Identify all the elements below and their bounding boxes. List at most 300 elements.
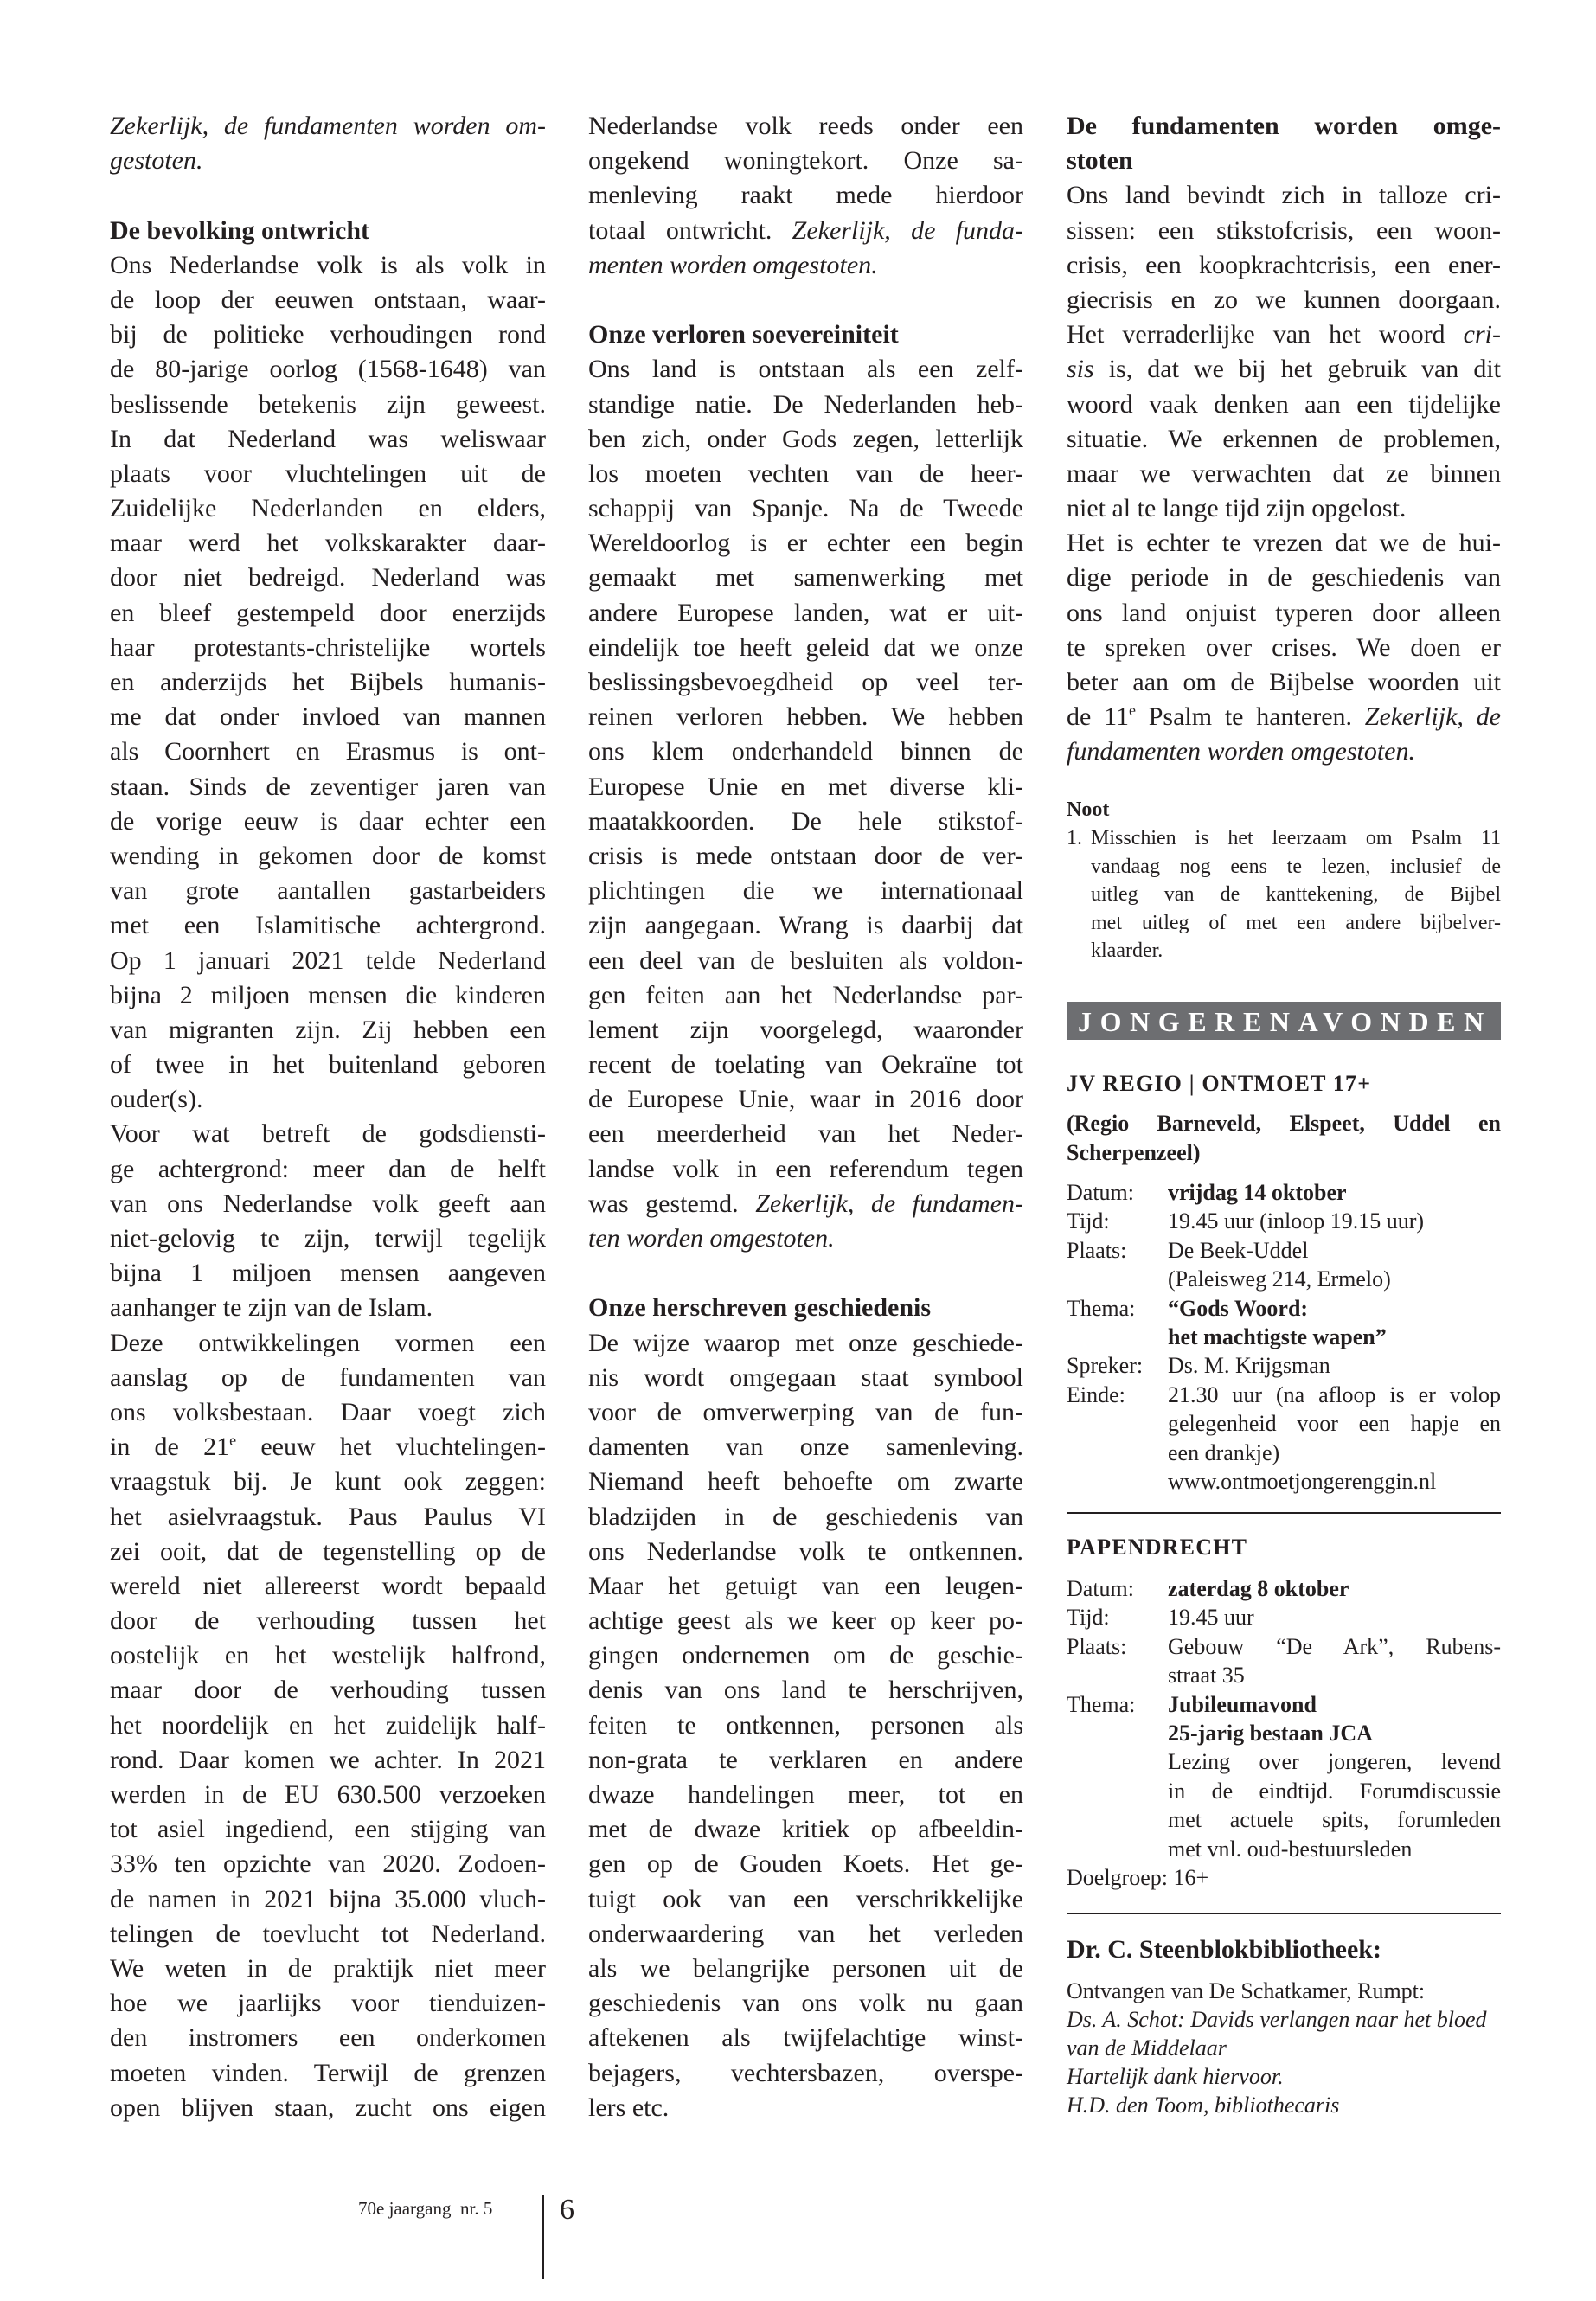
text-line <box>1067 457 1501 491</box>
text: eeuw het vluchtelingen- <box>236 1433 546 1462</box>
detail-value-line <box>1168 1265 1501 1293</box>
text: sissen: een stikstofcrisis, een woon- <box>1067 215 1501 245</box>
text: beter aan om de Bijbelse woorden uit <box>1067 668 1501 696</box>
detail-value-line <box>1168 1805 1501 1834</box>
text-line <box>588 1117 1023 1151</box>
text: straat 35 <box>1168 1663 1245 1689</box>
section-heading <box>588 1291 1023 1325</box>
text: ons Nederlandse volk te ontkennen. <box>588 1536 1023 1566</box>
detail-value-line <box>1168 1747 1501 1776</box>
text: Wereldoorlog is er echter een begin <box>588 529 1023 558</box>
text-line <box>588 109 1023 144</box>
text: een drankje) <box>1168 1439 1280 1465</box>
text: bladzijden in de geschiedenis van <box>588 1502 1023 1531</box>
text: (Regio Barneveld, Elspeet, Uddel en <box>1067 1111 1501 1136</box>
text-line <box>588 388 1023 422</box>
text: van migranten zijn. Zij hebben een <box>110 1015 546 1044</box>
event-papendrecht <box>1067 1533 1501 1892</box>
divider <box>1067 1913 1501 1914</box>
detail-value <box>1168 1351 1501 1380</box>
event-detail-row <box>1067 1236 1501 1294</box>
text-line <box>110 1569 546 1604</box>
italic-text: gestoten. <box>110 146 203 176</box>
text-line <box>110 1221 546 1256</box>
text: van ons Nederlandse volk geeft aan <box>110 1189 546 1218</box>
text-line <box>110 1743 546 1778</box>
text: zijn aangegaan. Wrang is daarbij dat <box>588 911 1023 940</box>
text-line <box>110 1882 546 1917</box>
blank-line <box>110 178 546 213</box>
text-line <box>110 1082 546 1117</box>
text-line <box>110 944 546 978</box>
text: Ons Nederlandse volk is als volk in <box>110 250 546 279</box>
text: We weten in de praktijk niet meer <box>110 1953 546 1983</box>
text-line <box>588 422 1023 457</box>
detail-value-line <box>1168 1603 1501 1631</box>
text-line <box>588 1326 1023 1361</box>
event-region-line <box>1067 1138 1501 1168</box>
text: en bleef gestempeld door enerzijds <box>110 598 546 627</box>
text-line <box>110 1500 546 1535</box>
text: niet-gelovig te zijn, terwijl tegelijk <box>110 1224 546 1253</box>
detail-value <box>1168 1236 1501 1294</box>
text-line <box>588 526 1023 561</box>
text-line <box>1067 596 1501 631</box>
text: Gebouw “De Ark”, Rubens- <box>1168 1633 1501 1659</box>
text: Niemand heeft behoefte om zwarte <box>588 1467 1023 1497</box>
text-line <box>588 874 1023 908</box>
text-line <box>110 1291 546 1325</box>
text-line <box>1067 422 1501 457</box>
text-line <box>588 700 1023 734</box>
text: Misschien is het leerzaam om Psalm 11 <box>1091 827 1501 849</box>
text: als Coornhert en Erasmus is ont- <box>110 737 546 766</box>
library-notice <box>1067 1932 1501 2119</box>
text-line <box>1067 388 1501 422</box>
detail-value-line <box>1168 1323 1501 1351</box>
text: gelegenheid voor een hapje en <box>1168 1411 1501 1437</box>
text-line <box>1067 214 1501 248</box>
section-heading <box>588 317 1023 352</box>
detail-label: Plaats: <box>1067 1237 1127 1263</box>
text-line <box>1067 665 1501 700</box>
text: Voor wat betreft de godsdiensti- <box>110 1119 546 1149</box>
text: de 11 <box>1067 702 1129 732</box>
target-group: Doelgroep: 16+ <box>1067 1864 1209 1890</box>
text: zei ooit, dat de tegenstelling op de <box>110 1536 546 1566</box>
text-line <box>110 526 546 561</box>
text: plichtingen die we internationaal <box>588 876 1023 906</box>
text-line <box>110 1361 546 1395</box>
detail-value-line <box>1168 1719 1501 1747</box>
detail-value <box>1168 1294 1501 1352</box>
text-line <box>1067 561 1501 595</box>
text-line <box>110 561 546 595</box>
text: landse volk in een referendum tegen <box>588 1154 1023 1183</box>
event-detail-row <box>1067 1207 1501 1235</box>
text-line <box>588 1917 1023 1952</box>
text: plaats voor vluchtelingen uit de <box>110 458 546 488</box>
text: gen feiten aan het Nederlandse par- <box>588 980 1023 1009</box>
text: dwaze handelingen meer, tot en <box>588 1780 1023 1809</box>
text: maar werd het volkskarakter daar- <box>110 529 546 558</box>
text: De wijze waarop met onze geschiede- <box>588 1328 1023 1357</box>
text: Deze ontwikkelingen vormen een <box>110 1328 546 1357</box>
italic-text: Zekerlijk, de fundamen- <box>755 1189 1023 1218</box>
text: ge achtergrond: meer dan de helft <box>110 1154 546 1183</box>
text: vandaag nog eens te lezen, inclusief de <box>1091 855 1501 878</box>
text: werden in de EU 630.500 verzoeken <box>110 1780 546 1809</box>
italic-text: menten worden omgestoten. <box>588 250 878 279</box>
detail-value-line <box>1168 1835 1501 1863</box>
text-line <box>110 1048 546 1082</box>
text: in de 21 <box>110 1433 230 1462</box>
text: ons land onjuist typeren door alleen <box>1067 598 1501 627</box>
text-line <box>110 2056 546 2091</box>
text: Het is echter te vrezen dat we de hui- <box>1067 529 1501 558</box>
text-line <box>588 1048 1023 1082</box>
text: staan. Sinds de zeventiger jaren van <box>110 772 546 801</box>
text: recent de toelating van Oekraïne tot <box>588 1050 1023 1080</box>
text-line <box>588 1395 1023 1430</box>
text: wending in gekomen door de komst <box>110 841 546 870</box>
text: geschiedenis van ons volk nu gaan <box>588 1989 1023 2018</box>
text: voor de omverwerping van de fun- <box>588 1397 1023 1426</box>
text-line <box>1067 631 1501 665</box>
text: was gestemd. <box>588 1189 756 1218</box>
text: lement zijn voorgelegd, waaronder <box>588 1015 1023 1044</box>
text-line <box>588 1638 1023 1673</box>
text-line <box>588 665 1023 700</box>
bold-text: 25-jarig bestaan JCA <box>1168 1720 1373 1746</box>
library-line <box>1067 2005 1501 2034</box>
text-line <box>1067 283 1501 317</box>
text: het asielvraagstuk. Paus Paulus VI <box>110 1502 546 1531</box>
detail-label: Spreker: <box>1067 1353 1144 1379</box>
text-line <box>110 804 546 839</box>
footnote-section <box>1067 795 1501 965</box>
text-line <box>110 1673 546 1708</box>
text-line <box>110 109 546 144</box>
text-line <box>110 317 546 352</box>
text: een deel van de besluiten als voldon- <box>588 945 1023 975</box>
text-line <box>110 1013 546 1048</box>
text-line <box>588 631 1023 665</box>
text-line <box>110 1187 546 1221</box>
text: Ontvangen van De Schatkamer, Rumpt: <box>1067 1978 1426 2003</box>
superscript: e <box>1128 702 1136 720</box>
library-heading: Dr. C. Steenblokbibliotheek: <box>1067 1935 1381 1964</box>
text-line <box>588 2091 1023 2125</box>
text: woord vaak denken aan een tijdelijke <box>1067 389 1501 419</box>
detail-value-line <box>1168 1294 1501 1323</box>
text-line <box>110 1986 546 2021</box>
event-details <box>1067 1178 1501 1496</box>
text-line <box>110 596 546 631</box>
detail-value <box>1168 1381 1501 1497</box>
detail-value-line <box>1168 1467 1501 1496</box>
text-line <box>110 978 546 1013</box>
event-detail-row <box>1067 1294 1501 1352</box>
footnote-number: 1. <box>1067 827 1082 849</box>
bold-text: vrijdag 14 oktober <box>1168 1180 1347 1205</box>
text: te spreken over crises. We doen er <box>1067 632 1501 662</box>
text-line <box>110 1638 546 1673</box>
text-line <box>588 734 1023 769</box>
text-line <box>110 491 546 526</box>
text-line <box>588 1743 1023 1778</box>
text: bijna 2 miljoen mensen die kinderen <box>110 980 546 1009</box>
text-line <box>588 1847 1023 1881</box>
italic-text: fundamenten worden omgestoten. <box>1067 737 1415 766</box>
italic-text: Zekerlijk, de funda- <box>792 215 1023 245</box>
text-line <box>588 491 1023 526</box>
footnote-line <box>1091 937 1501 965</box>
text-line <box>110 144 546 178</box>
library-line <box>1067 2091 1501 2119</box>
text-line <box>110 1117 546 1151</box>
text: 21.30 uur (na afloop is er volop <box>1168 1381 1501 1407</box>
text-line <box>110 734 546 769</box>
text-line <box>588 978 1023 1013</box>
text: ons volksbestaan. Daar voegt zich <box>110 1397 546 1426</box>
text: ben zich, onder Gods zegen, letterlijk <box>588 424 1023 453</box>
text: en anderzijds het Bijbels humanis- <box>110 668 546 696</box>
text: in de eindtijd. Forumdiscussie <box>1168 1778 1501 1804</box>
text-line <box>588 1430 1023 1465</box>
bold-text: Jubileumavond <box>1168 1691 1317 1717</box>
text: Ons land bevindt zich in talloze cri- <box>1067 181 1501 210</box>
text: nis wordt omgegaan staat symbool <box>588 1362 1023 1392</box>
event-detail-row <box>1067 1178 1501 1207</box>
italic-text: Ds. A. Schot: Davids verlangen naar het bloed <box>1067 2007 1487 2032</box>
text-line <box>588 1013 1023 1048</box>
text: de vorige eeuw is daar echter een <box>110 806 546 836</box>
text: giecrisis en zo we kunnen doorgaan. <box>1067 285 1501 314</box>
text: vraagstuk bij. Je kunt ook zeggen: <box>110 1467 546 1497</box>
text: denis van ons land te herschrijven, <box>588 1676 1023 1705</box>
text: bejagers, vechtersbazen, overspe- <box>588 2058 1023 2087</box>
text-line <box>110 1778 546 1812</box>
text: (Paleisweg 214, Ermelo) <box>1168 1266 1391 1292</box>
text: van grote aantallen gastarbeiders <box>110 876 546 906</box>
text: moeten vinden. Terwijl de grenzen <box>110 2058 546 2087</box>
footnote-line <box>1091 853 1501 881</box>
text: los moeten vechten van de heer- <box>588 458 1023 488</box>
text: 19.45 uur (inloop 19.15 uur) <box>1168 1208 1425 1234</box>
text: gingen ondernemen om de geschie- <box>588 1641 1023 1670</box>
text: lers etc. <box>588 2093 670 2122</box>
text-line <box>588 944 1023 978</box>
text-line <box>1067 352 1501 387</box>
text: Lezing over jongeren, levend <box>1168 1749 1501 1775</box>
text: den instromers een onderkomen <box>110 2023 546 2053</box>
text: is, dat we bij het gebruik van dit <box>1093 355 1501 384</box>
text: klaarder. <box>1091 939 1163 963</box>
detail-label: Datum: <box>1067 1576 1134 1601</box>
superscript: e <box>229 1432 237 1450</box>
section-heading <box>110 214 546 248</box>
article-column-3 <box>1067 109 1501 770</box>
detail-value <box>1168 1603 1501 1631</box>
text: www.ontmoetjongerenggin.nl <box>1168 1468 1437 1494</box>
text-line <box>588 1882 1023 1917</box>
blank-line <box>588 283 1023 317</box>
detail-value-line <box>1168 1207 1501 1235</box>
text-line <box>110 248 546 283</box>
text: als we belangrijke personen uit de <box>588 1953 1023 1983</box>
text: of twee in het buitenland geboren <box>110 1050 546 1080</box>
text: Maar het getuigt van een leugen- <box>588 1571 1023 1600</box>
text-line <box>1067 178 1501 213</box>
text: de Europese Unie, waar in 2016 door <box>588 1085 1023 1114</box>
text: ons klem onderhandeld binnen de <box>588 737 1023 766</box>
bold-text: zaterdag 8 oktober <box>1168 1576 1349 1601</box>
text: situatie. We erkennen de problemen, <box>1067 424 1501 453</box>
detail-label: Einde: <box>1067 1381 1125 1407</box>
text: gen op de Gouden Koets. Het ge- <box>588 1849 1023 1879</box>
text-line <box>588 1569 1023 1604</box>
text: maatakkoorden. De hele stikstof- <box>588 806 1023 836</box>
event-detail-row <box>1067 1690 1501 1863</box>
text: hoe we jaarlijks voor tienduizen- <box>110 1989 546 2018</box>
text: andere Europese landen, wat er uit- <box>588 598 1023 627</box>
section-banner-jongerenavonden: JONGERENAVONDEN <box>1067 1002 1501 1040</box>
text-line <box>588 2056 1023 2091</box>
text-line <box>110 283 546 317</box>
detail-value <box>1168 1574 1501 1603</box>
detail-value <box>1168 1178 1501 1207</box>
text-line <box>588 352 1023 387</box>
text-line <box>110 2021 546 2055</box>
text: ouder(s). <box>110 1085 203 1114</box>
bold-text: Onze herschreven geschiedenis <box>588 1293 932 1323</box>
footnote-line <box>1091 824 1501 853</box>
text-line <box>588 1986 1023 2021</box>
text: feiten te ontkennen, personen als <box>588 1710 1023 1740</box>
text-line <box>588 1221 1023 1256</box>
text: met de dwaze kritiek op afbeeldin- <box>588 1815 1023 1844</box>
detail-value-line <box>1168 1574 1501 1603</box>
event-region <box>1067 1109 1501 1168</box>
footnote-item <box>1067 824 1501 965</box>
text: rond. Daar komen we achter. In 2021 <box>110 1745 546 1774</box>
text: aftekenen als twijfelachtige winst- <box>588 2023 1023 2053</box>
text: met uitleg of met een andere bijbelver- <box>1091 911 1501 934</box>
text-line <box>1067 526 1501 561</box>
text-line <box>110 631 546 665</box>
text: oostelijk en het westelijk halfrond, <box>110 1641 546 1670</box>
text-line <box>110 1430 546 1465</box>
text-line <box>588 457 1023 491</box>
journal-issue: 70e jaargang nr. 5 <box>358 2198 493 2219</box>
text: bijna 1 miljoen mensen aangeven <box>110 1259 546 1288</box>
text: niet al te lange tijd zijn opgelost. <box>1067 494 1407 523</box>
italic-text: cri- <box>1463 320 1501 349</box>
text-line <box>110 1535 546 1569</box>
text: Psalm te hanteren. <box>1135 702 1365 732</box>
footnote-line <box>1091 909 1501 938</box>
detail-value <box>1168 1207 1501 1235</box>
italic-text: ten worden omgestoten. <box>588 1224 835 1253</box>
text-line <box>588 144 1023 178</box>
bold-text: stoten <box>1067 146 1133 176</box>
detail-value-line <box>1168 1439 1501 1467</box>
text: ongekend woningtekort. Onze sa- <box>588 146 1023 176</box>
text: met een Islamitische achtergrond. <box>110 911 546 940</box>
detail-value-line <box>1168 1351 1501 1380</box>
bold-text: het machtigste wapen” <box>1168 1324 1387 1349</box>
detail-label: Thema: <box>1067 1691 1136 1717</box>
text-line <box>110 908 546 943</box>
detail-value <box>1168 1632 1501 1690</box>
text-line <box>110 1708 546 1743</box>
text-line <box>110 1256 546 1291</box>
text-line <box>588 1952 1023 1986</box>
library-line <box>1067 1977 1501 2005</box>
text-line <box>110 2091 546 2125</box>
text: Het verraderlijke van het woord <box>1067 320 1464 349</box>
text-line <box>1067 248 1501 283</box>
text: open blijven staan, zucht ons eigen <box>110 2093 546 2122</box>
text: reinen verloren hebben. We hebben <box>588 702 1023 732</box>
detail-label: Plaats: <box>1067 1633 1127 1659</box>
text: me dat onder invloed van mannen <box>110 702 546 732</box>
text: maar door de verhouding tussen <box>110 1676 546 1705</box>
bold-text: “Gods Woord: <box>1168 1295 1309 1321</box>
bold-text: De fundamenten worden omge- <box>1067 112 1501 140</box>
text-line <box>110 1812 546 1847</box>
text-line <box>588 908 1023 943</box>
event-title: PAPENDRECHT <box>1067 1535 1248 1560</box>
text: Op 1 januari 2021 telde Nederland <box>110 945 546 975</box>
text: de 80-jarige oorlog (1568-1648) van <box>110 355 546 384</box>
text-line <box>110 1152 546 1187</box>
library-line <box>1067 2034 1501 2062</box>
event-details <box>1067 1574 1501 1892</box>
text: standige natie. De Nederlanden heb- <box>588 389 1023 419</box>
library-text <box>1067 1977 1501 2119</box>
page-number: 6 <box>560 2194 574 2226</box>
text-line <box>110 1847 546 1881</box>
bold-text: De bevolking ontwricht <box>110 215 369 245</box>
text: met actuele spits, forumleden <box>1168 1807 1501 1833</box>
italic-text: van de Middelaar <box>1067 2035 1227 2061</box>
text: Ons land is ontstaan als een zelf- <box>588 355 1023 384</box>
detail-value-line <box>1168 1632 1501 1661</box>
text: Scherpenzeel) <box>1067 1140 1201 1165</box>
text: maar we verwachten dat ze binnen <box>1067 458 1501 488</box>
text: beslissingsbevoegdheid op veel ter- <box>588 668 1023 696</box>
blank-line <box>588 1256 1023 1291</box>
detail-value-line <box>1168 1178 1501 1207</box>
italic-text: Zekerlijk, de fundamenten worden om- <box>110 112 546 140</box>
text-line <box>588 248 1023 283</box>
text-line <box>588 1778 1023 1812</box>
text: het noordelijk en het zuidelijk half- <box>110 1710 546 1740</box>
text: damenten van onze samenleving. <box>588 1433 1023 1462</box>
detail-value-line <box>1168 1777 1501 1805</box>
text: In dat Nederland was weliswaar <box>110 424 546 453</box>
text: Europese Unie en met diverse kli- <box>588 772 1023 801</box>
text: crisis, een koopkrachtcrisis, een ener- <box>1067 250 1501 279</box>
text-line <box>588 1152 1023 1187</box>
text-line <box>588 1082 1023 1117</box>
event-detail-row <box>1067 1632 1501 1690</box>
text-line <box>588 178 1023 213</box>
text-line <box>588 1708 1023 1743</box>
text-line <box>1067 491 1501 526</box>
